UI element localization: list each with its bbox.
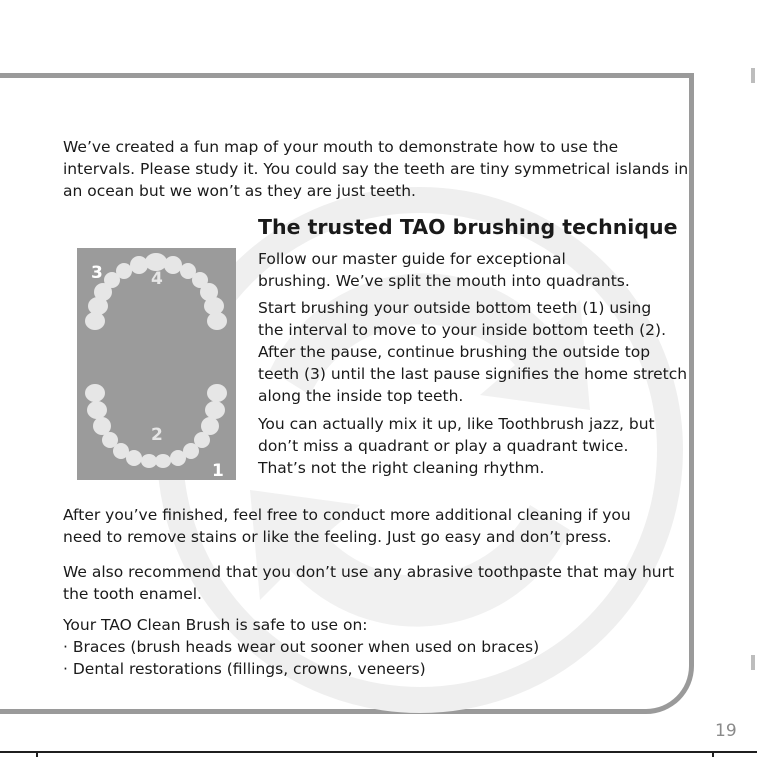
crop-tick-left xyxy=(36,751,38,757)
mouth-quadrant-diagram xyxy=(77,248,236,480)
safe-title: Your TAO Clean Brush is safe to use on: xyxy=(63,616,368,634)
safe-item-restorations: · Dental restorations (fillings, crowns, veneers) xyxy=(63,660,426,678)
guide-line-1: Follow our master guide for exceptional xyxy=(258,250,566,268)
guide-line-2: brushing. We’ve split the mouth into quadrants. xyxy=(258,272,630,290)
recommend-line-2: the tooth enamel. xyxy=(63,585,202,603)
quadrant-1-label: 1 xyxy=(212,461,224,480)
section-heading: The trusted TAO brushing technique xyxy=(258,215,678,239)
after-line-1: After you’ve finished, feel free to conduct more additional cleaning if you xyxy=(63,506,631,524)
quadrant-2-label: 2 xyxy=(151,425,163,445)
crop-mark-top xyxy=(751,68,755,83)
steps-line-2: the interval to move to your inside bottom teeth (2). xyxy=(258,321,667,339)
steps-line-4: teeth (3) until the last pause signifies the home stretch xyxy=(258,365,688,383)
quadrant-4-label: 4 xyxy=(151,269,163,289)
teeth-map-icon xyxy=(77,248,236,480)
recommend-line-1: We also recommend that you don’t use any abrasive toothpaste that may hurt xyxy=(63,563,675,581)
intro-line-2: intervals. Please study it. You could say the teeth are tiny symmetrical islands in xyxy=(63,160,689,178)
steps-line-1: Start brushing your outside bottom teeth (1) using xyxy=(258,299,652,317)
jazz-line-2: don’t miss a quadrant or play a quadrant twice. xyxy=(258,437,629,455)
jazz-line-1: You can actually mix it up, like Toothbrush jazz, but xyxy=(258,415,655,433)
after-line-2: need to remove stains or like the feeling. Just go easy and don’t press. xyxy=(63,528,612,546)
quadrant-3-label: 3 xyxy=(91,263,103,283)
jazz-line-3: That’s not the right cleaning rhythm. xyxy=(258,459,545,477)
intro-line-1: We’ve created a fun map of your mouth to demonstrate how to use the xyxy=(63,138,619,156)
steps-line-3: After the pause, continue brushing the outside top xyxy=(258,343,651,361)
intro-line-3: an ocean but we won’t as they are just teeth. xyxy=(63,182,416,200)
steps-line-5: along the inside top teeth. xyxy=(258,387,464,405)
bottom-rule xyxy=(0,751,757,753)
safe-item-braces: · Braces (brush heads wear out sooner when used on braces) xyxy=(63,638,540,656)
crop-tick-right xyxy=(712,751,714,757)
crop-mark-bottom xyxy=(751,655,755,670)
page-number: 19 xyxy=(715,721,737,741)
